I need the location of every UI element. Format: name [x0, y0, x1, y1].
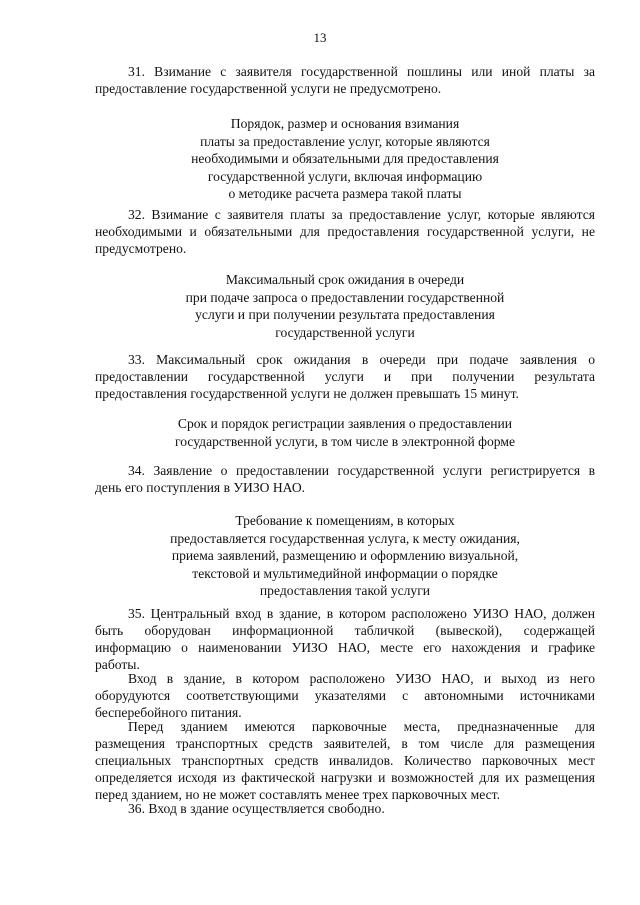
heading-line: Порядок, размер и основания взимания	[230, 116, 460, 131]
paragraph	[95, 800, 595, 817]
heading-line: необходимыми и обязательными для предоставления	[191, 151, 499, 166]
paragraph-line: предоставления государственной услуги не должен превышать 15 минут.	[95, 386, 519, 401]
paragraph-line: оборудуются соответствующими указателями с автономными источниками	[95, 688, 595, 703]
heading-line: государственной услуги, включая информацию	[207, 168, 483, 184]
paragraph-line: Вход в здание, в котором расположено УИЗО НАО, и выход из него	[128, 671, 595, 686]
paragraph	[95, 63, 595, 97]
paragraph	[95, 670, 595, 721]
heading-line: Требование к помещениям, в которых	[235, 513, 455, 528]
section-heading-text	[95, 271, 595, 341]
heading-line: государственной услуги	[275, 324, 415, 340]
heading-line: Срок и порядок регистрации заявления о предоставлении	[177, 416, 513, 431]
paragraph-line: 33. Максимальный срок ожидания в очереди при подаче заявления о	[128, 352, 595, 367]
paragraph-line: информацию о наименовании УИЗО НАО, месте его нахождения и графике	[95, 640, 595, 655]
section-heading	[95, 512, 595, 600]
section-heading-text	[95, 415, 595, 450]
paragraph-line: предоставлении государственной услуги и при получении результата	[95, 369, 595, 384]
paragraph-line: 31. Взимание с заявителя государственной пошлины или иной платы за	[128, 64, 595, 79]
paragraph-line: определяется исходя из фактической нагрузки и возможностей для их размещения	[95, 770, 595, 785]
paragraph-line: 32. Взимание с заявителя платы за предоставление услуг, которые являются	[128, 207, 595, 222]
heading-line: Максимальный срок ожидания в очереди	[225, 272, 465, 287]
section-heading-text	[95, 115, 595, 203]
paragraph-line: Перед зданием имеются парковочные места, предназначенные для	[128, 719, 595, 734]
paragraph-line: предоставление государственной услуги не предусмотрено.	[95, 81, 442, 96]
page-number: 13	[313, 30, 327, 45]
heading-line: услуги и при получении результата предоставления	[195, 307, 495, 322]
paragraph	[95, 718, 595, 803]
heading-line: предоставляется государственная услуга, к месту ожидания,	[170, 530, 520, 546]
heading-line: при подаче запроса о предоставлении государственной	[185, 289, 505, 305]
paragraph-line: предусмотрено.	[95, 241, 187, 256]
heading-line: о методике расчета размера такой платы	[228, 186, 462, 201]
section-heading-text	[95, 512, 595, 600]
paragraph-line: быть оборудован информационной табличкой (вывеской), содержащей	[95, 623, 595, 638]
paragraph	[95, 462, 595, 496]
paragraph	[95, 605, 595, 673]
paragraph-line: бесперебойного питания.	[95, 705, 242, 720]
paragraph-line: перед зданием, но не может составлять менее трех парковочных мест.	[95, 787, 500, 802]
paragraph-line: 36. Вход в здание осуществляется свободно.	[128, 801, 385, 816]
paragraph-line: специальных транспортных средств инвалидов. Количество парковочных мест	[95, 753, 595, 768]
paragraph	[95, 351, 595, 402]
heading-line: предоставления такой услуги	[259, 583, 431, 598]
paragraph-line: 35. Центральный вход в здание, в котором расположено УИЗО НАО, должен	[128, 606, 595, 621]
paragraph	[95, 206, 595, 257]
paragraph-line: работы.	[95, 657, 140, 672]
section-heading	[95, 115, 595, 203]
heading-line: платы за предоставление услуг, которые являются	[200, 133, 490, 149]
section-heading	[95, 271, 595, 341]
heading-line: приема заявлений, размещению и оформлению визуальной,	[171, 548, 519, 563]
paragraph-line: размещения транспортных средств заявителей, в том числе для размещения	[95, 736, 595, 751]
paragraph-line: 34. Заявление о предоставлении государственной услуги регистрируется в	[128, 463, 595, 478]
paragraph-line: день его поступления в УИЗО НАО.	[95, 480, 306, 495]
paragraph-line: необходимыми и обязательными для предоставления государственной услуги, не	[95, 224, 595, 239]
heading-line: текстовой и мультимедийной информации о порядке	[192, 565, 498, 581]
section-heading	[95, 415, 595, 450]
heading-line: государственной услуги, в том числе в электронной форме	[174, 433, 515, 449]
